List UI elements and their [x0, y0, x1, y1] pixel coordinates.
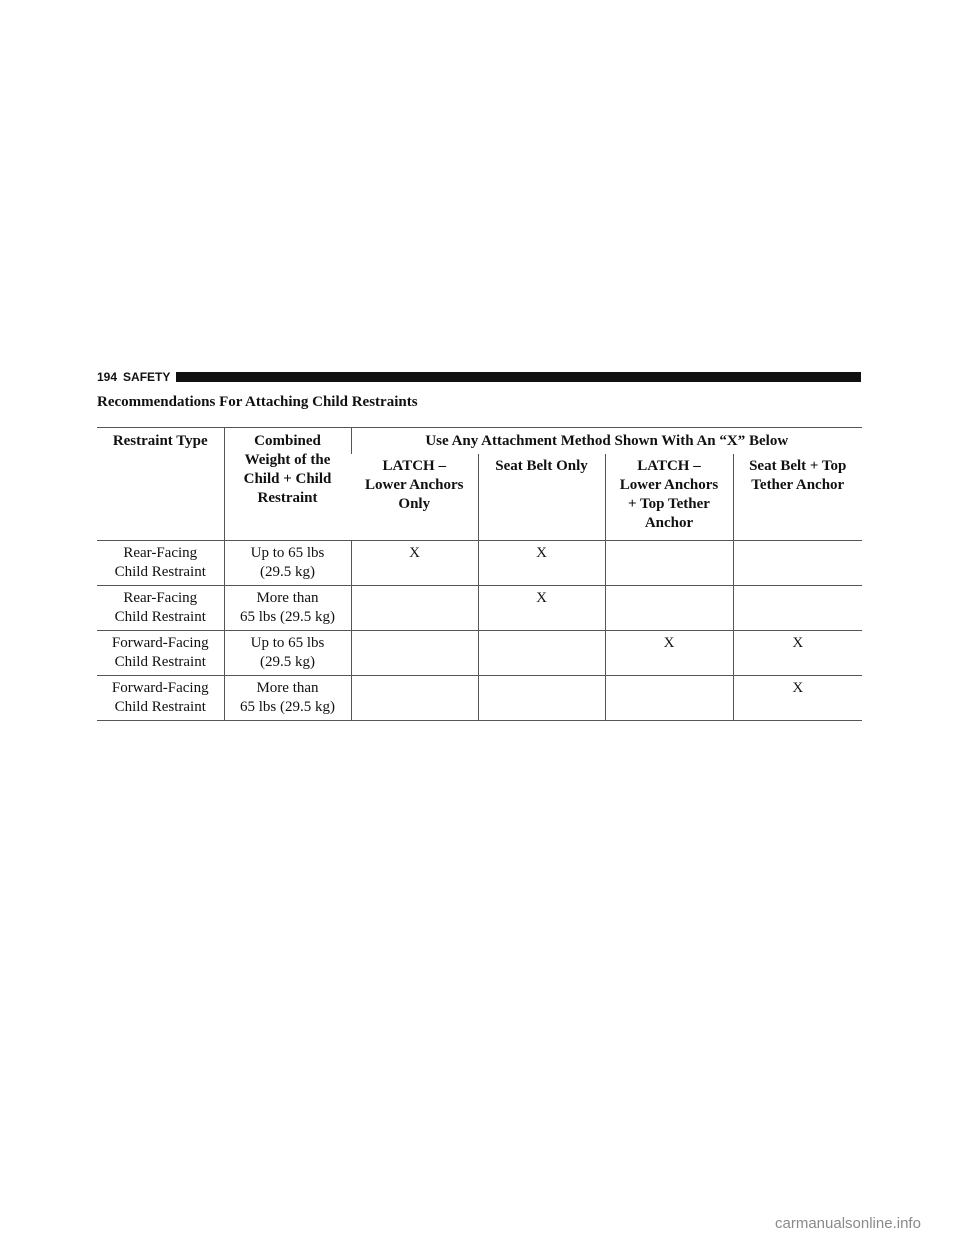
header-line: Seat Belt Only [495, 458, 588, 474]
mark-cell [733, 586, 862, 631]
section-name: SAFETY [123, 370, 171, 384]
table-row [97, 541, 862, 586]
header-seat-belt-top-tether [733, 454, 862, 541]
header-line: Lower Anchors [365, 477, 464, 493]
header-line: Combined [254, 433, 321, 449]
mark-cell: X [478, 586, 605, 631]
table-row [97, 586, 862, 631]
mark-cell [351, 676, 478, 721]
child-restraint-table [97, 427, 862, 721]
mark-cell [605, 541, 733, 586]
header-line: Tether Anchor [751, 477, 845, 493]
header-line: LATCH – [637, 458, 701, 474]
header-line: Child + Child [243, 471, 332, 487]
header-line: Only [398, 496, 431, 512]
header-line: Lower Anchors [619, 477, 719, 493]
weight-cell: More than 65 lbs (29.5 kg) [224, 586, 351, 631]
table-header-row [97, 428, 862, 455]
mark-cell [351, 631, 478, 676]
restraint-type-cell: Forward-Facing Child Restraint [97, 676, 224, 721]
header-line: Anchor [644, 515, 694, 531]
header-line: + Top Tether [628, 496, 710, 512]
mark-cell [605, 586, 733, 631]
mark-cell [351, 586, 478, 631]
restraint-type-cell: Rear-Facing Child Restraint [97, 586, 224, 631]
page-title: Recommendations For Attaching Child Restraints [97, 394, 418, 410]
header-line: LATCH – [382, 458, 446, 474]
header-combined-weight [224, 428, 351, 541]
mark-cell: X [605, 631, 733, 676]
header-latch-top-tether [605, 454, 733, 541]
header-line: Weight of the [244, 452, 331, 468]
header-attachment-methods: Use Any Attachment Method Shown With An “X” Below [351, 428, 862, 455]
header-latch-lower-anchors-only [351, 454, 478, 541]
header-line: Restraint [257, 490, 318, 506]
page-header [97, 370, 861, 384]
mark-cell [605, 676, 733, 721]
table-row [97, 631, 862, 676]
header-line: Seat Belt + Top [749, 458, 847, 474]
mark-cell: X [478, 541, 605, 586]
weight-cell: Up to 65 lbs (29.5 kg) [224, 631, 351, 676]
page-number: 194 [97, 370, 118, 384]
table-row [97, 676, 862, 721]
mark-cell [478, 631, 605, 676]
mark-cell [478, 676, 605, 721]
watermark: carmanualsonline.info [775, 1215, 921, 1232]
mark-cell: X [351, 541, 478, 586]
restraint-type-cell: Rear-Facing Child Restraint [97, 541, 224, 586]
mark-cell: X [733, 676, 862, 721]
weight-cell: More than 65 lbs (29.5 kg) [224, 676, 351, 721]
restraint-type-cell: Forward-Facing Child Restraint [97, 631, 224, 676]
header-rule [176, 372, 861, 382]
mark-cell: X [733, 631, 862, 676]
mark-cell [733, 541, 862, 586]
weight-cell: Up to 65 lbs (29.5 kg) [224, 541, 351, 586]
header-seat-belt-only [478, 454, 605, 541]
header-restraint-type: Restraint Type [97, 428, 224, 541]
